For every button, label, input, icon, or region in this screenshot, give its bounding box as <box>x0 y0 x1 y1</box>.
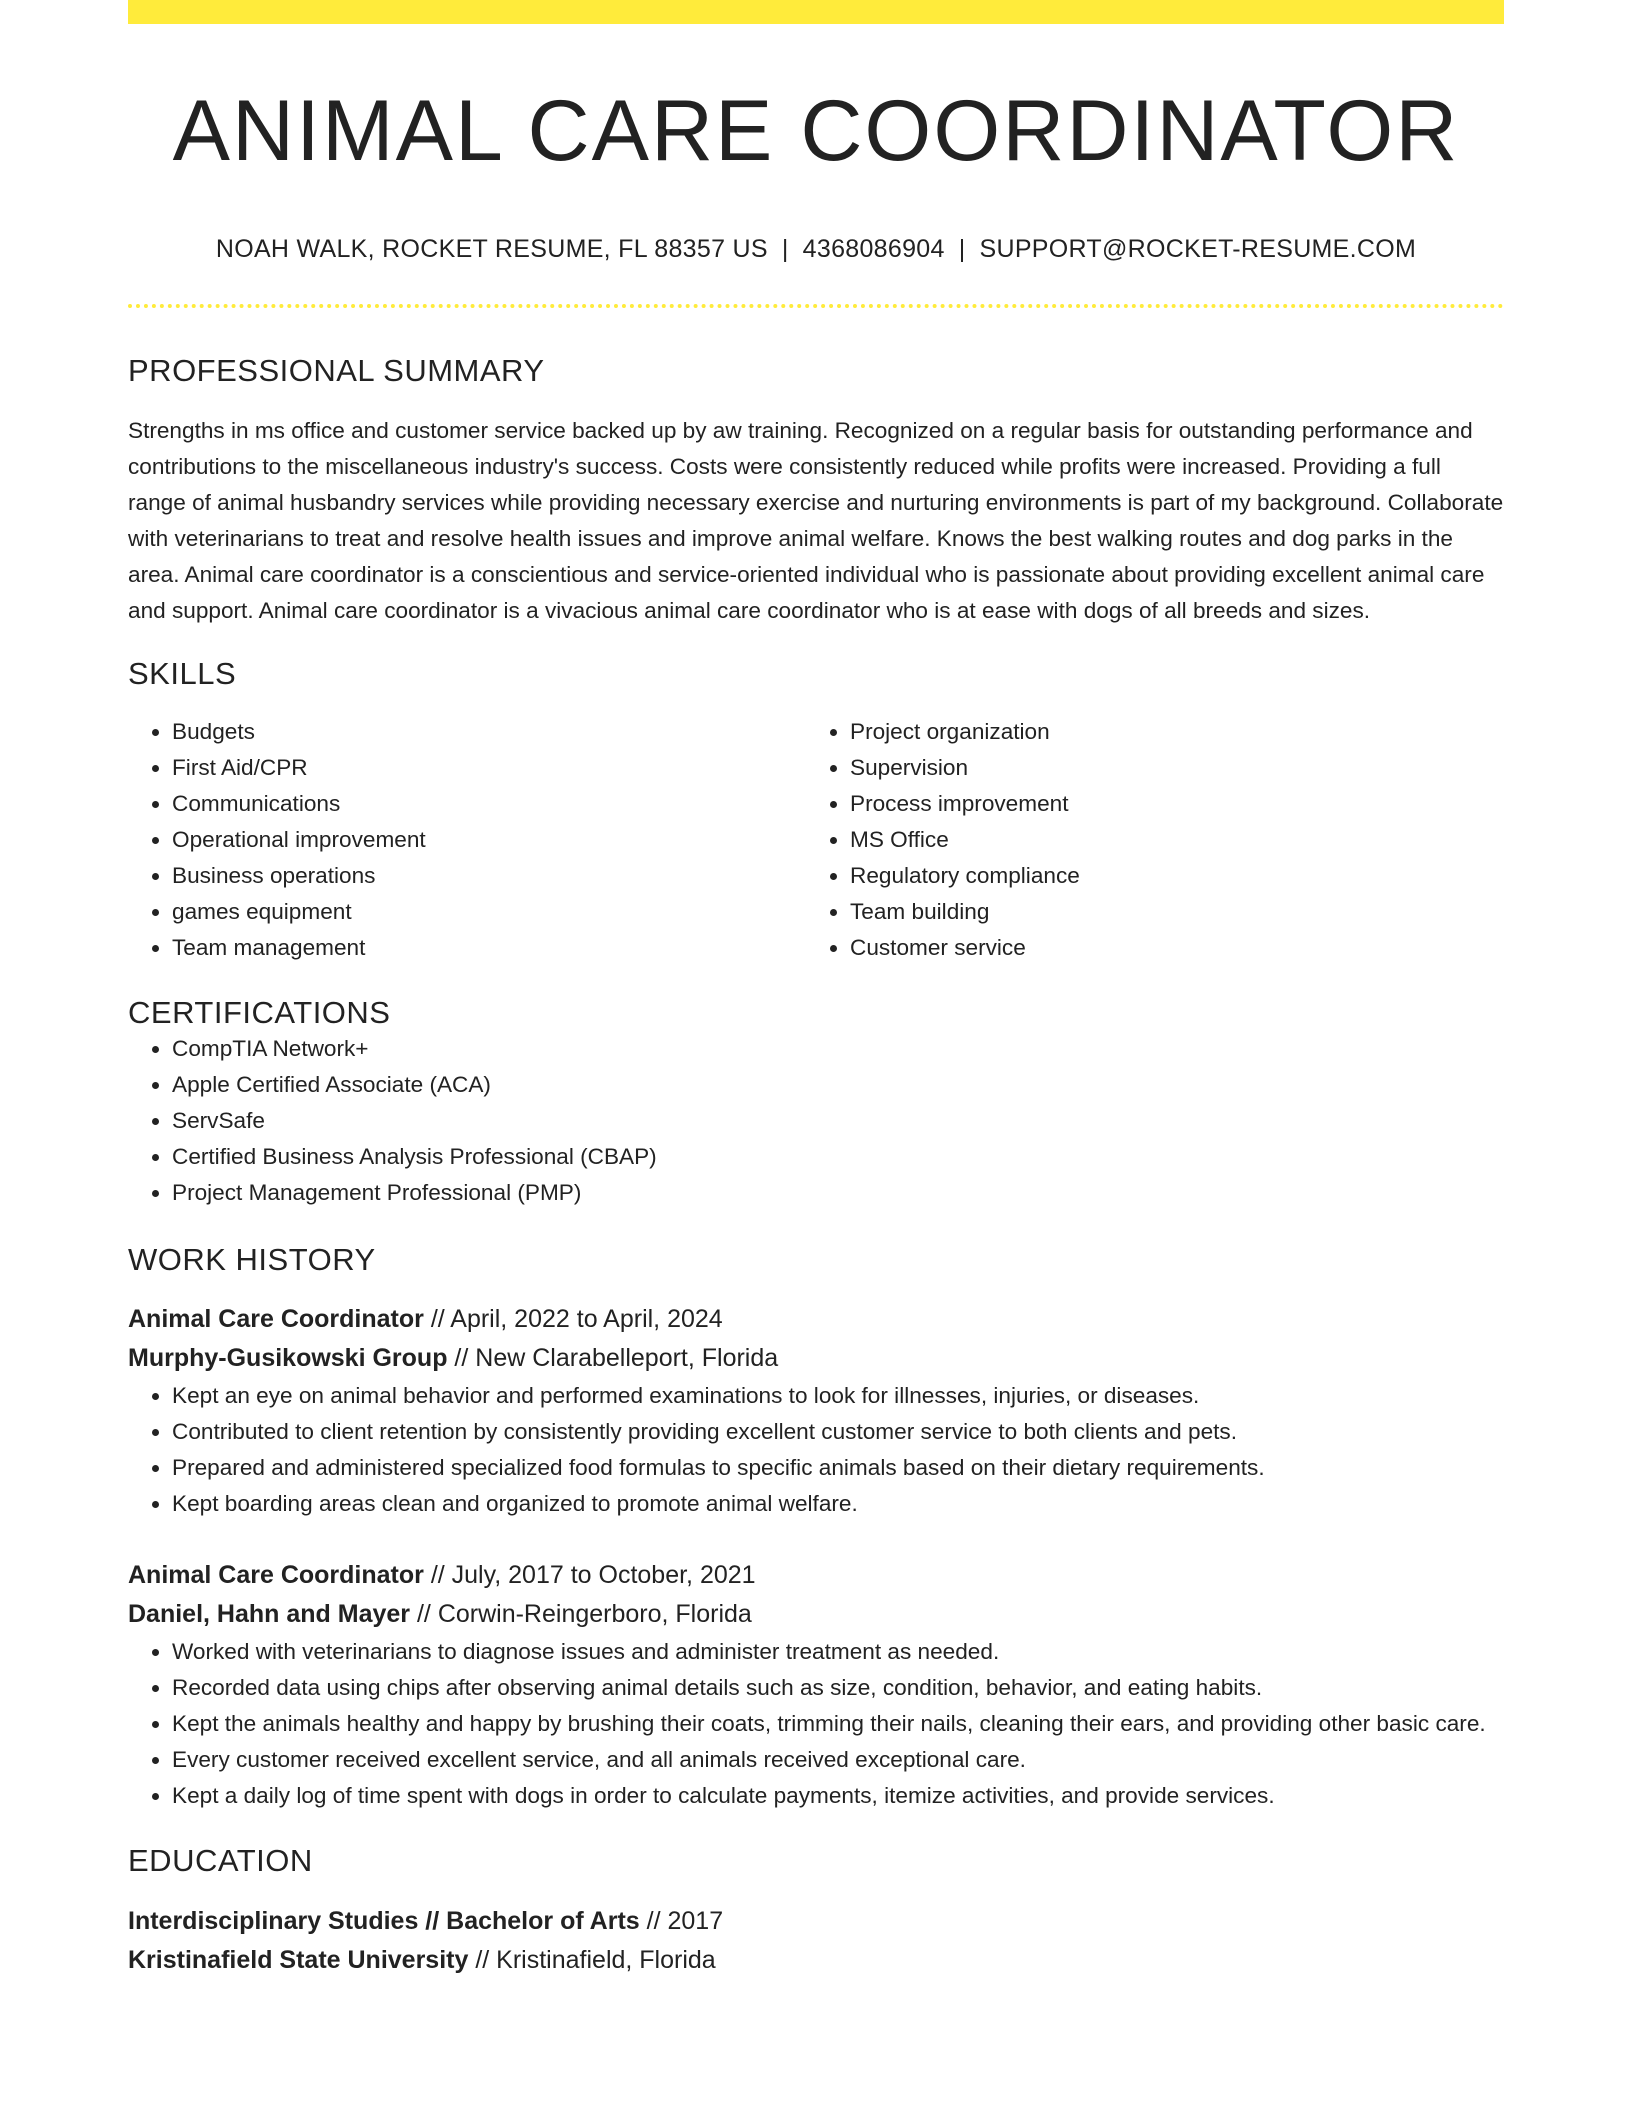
job-entry <box>128 1556 1504 1814</box>
job-bullet: • Kept an eye on animal behavior and performed examinations to look for illnesses, injuries, or diseases. <box>172 1378 1504 1414</box>
summary-heading: PROFESSIONAL SUMMARY <box>128 352 545 388</box>
job-bullets <box>128 1634 1504 1814</box>
resume-page <box>128 0 1504 1980</box>
job-entry <box>128 1300 1504 1522</box>
skill-item: • MS Office <box>850 822 1484 858</box>
skills-column-left <box>128 714 806 966</box>
education-year: // 2017 <box>639 1906 724 1935</box>
job-bullet: • Contributed to client retention by consistently providing excellent customer service to both clients and pets. <box>172 1414 1504 1450</box>
certification-item: • ServSafe <box>172 1103 1504 1139</box>
job-bullet: • Every customer received excellent service, and all animals received exceptional care. <box>172 1742 1504 1778</box>
skill-item: • Process improvement <box>850 786 1484 822</box>
skill-item: • Team building <box>850 894 1484 930</box>
job-bullet: • Kept a daily log of time spent with dogs in order to calculate payments, itemize activities, and provide services. <box>172 1778 1504 1814</box>
contact-phone: 4368086904 <box>802 234 945 263</box>
contact-line <box>128 235 1504 264</box>
skill-item: • Regulatory compliance <box>850 858 1484 894</box>
education-location: // Kristinafield, Florida <box>468 1945 716 1974</box>
job-company: Murphy-Gusikowski Group <box>128 1344 448 1373</box>
skills-heading: SKILLS <box>128 655 237 691</box>
skill-item: • games equipment <box>172 894 806 930</box>
work-history-heading: WORK HISTORY <box>128 1242 376 1278</box>
dotted-divider <box>128 304 1504 308</box>
contact-email: SUPPORT@ROCKET-RESUME.COM <box>979 234 1417 263</box>
certifications-heading: CERTIFICATIONS <box>128 994 391 1030</box>
job-bullet: • Kept the animals healthy and happy by brushing their coats, trimming their nails, cleaning their ears, and providing other basic care. <box>172 1706 1504 1742</box>
skills-list <box>128 714 1504 966</box>
education-heading: EDUCATION <box>128 1843 313 1879</box>
job-company-line <box>128 1595 1504 1634</box>
job-title: Animal Care Coordinator <box>128 1561 424 1590</box>
contact-address: NOAH WALK, ROCKET RESUME, FL 88357 US <box>215 234 768 263</box>
certifications-list <box>128 1031 1504 1211</box>
skill-item: • Budgets <box>172 714 806 750</box>
certification-item: • Project Management Professional (PMP) <box>172 1175 1504 1211</box>
skills-column-right <box>806 714 1484 966</box>
summary-text: Strengths in ms office and customer service backed up by aw training. Recognized on a regular basis for outstanding performance and contributions to the miscellaneous industry's success. Costs were consistently reduced while profits were increased. Providing a full range of animal husbandry services while providing necessary exercise and nurturing environments is part of my background. Collaborate with veterinarians to treat and resolve health issues and improve animal welfare. Knows the best walking routes and dog parks in the area. Animal care coordinator is a conscientious and service-oriented individual who is passionate about providing excellent animal care and support. Animal care coordinator is a vivacious animal care coordinator who is at ease with dogs of all breeds and sizes. <box>128 417 1504 623</box>
certification-item: • CompTIA Network+ <box>172 1031 1504 1067</box>
job-company-line <box>128 1339 1504 1378</box>
job-location: // Corwin-Reingerboro, Florida <box>410 1600 752 1629</box>
job-title-line <box>128 1556 1504 1595</box>
job-company: Daniel, Hahn and Mayer <box>128 1600 411 1629</box>
education-degree-line <box>128 1902 1504 1941</box>
skill-item: • Supervision <box>850 750 1484 786</box>
job-dates: // July, 2017 to October, 2021 <box>423 1561 756 1590</box>
job-bullet: • Prepared and administered specialized food formulas to specific animals based on their dietary requirements. <box>172 1450 1504 1486</box>
skill-item: • Business operations <box>172 858 806 894</box>
job-bullet: • Worked with veterinarians to diagnose issues and administer treatment as needed. <box>172 1634 1504 1670</box>
education-school: Kristinafield State University <box>128 1945 469 1974</box>
contact-separator: | <box>781 234 789 263</box>
job-bullets <box>128 1378 1504 1522</box>
certification-item: • Apple Certified Associate (ACA) <box>172 1067 1504 1103</box>
education-degree: Interdisciplinary Studies // Bachelor of Arts <box>128 1906 640 1935</box>
job-title-line <box>128 1300 1504 1339</box>
job-location: // New Clarabelleport, Florida <box>447 1344 779 1373</box>
skill-item: • Customer service <box>850 930 1484 966</box>
job-bullet: • Recorded data using chips after observing animal details such as size, condition, behavior, and eating habits. <box>172 1670 1504 1706</box>
job-bullet: • Kept boarding areas clean and organized to promote animal welfare. <box>172 1486 1504 1522</box>
certification-item: • Certified Business Analysis Professional (CBAP) <box>172 1139 1504 1175</box>
skill-item: • First Aid/CPR <box>172 750 806 786</box>
job-title: Animal Care Coordinator <box>128 1305 424 1334</box>
education-entry <box>128 1902 1504 1980</box>
skill-item: • Operational improvement <box>172 822 806 858</box>
job-dates: // April, 2022 to April, 2024 <box>423 1305 723 1334</box>
resume-title: ANIMAL CARE COORDINATOR <box>172 83 1460 179</box>
skill-item: • Team management <box>172 930 806 966</box>
skill-item: • Project organization <box>850 714 1484 750</box>
skill-item: • Communications <box>172 786 806 822</box>
accent-bar <box>128 0 1504 24</box>
contact-separator: | <box>958 234 966 263</box>
education-school-line <box>128 1941 1504 1980</box>
